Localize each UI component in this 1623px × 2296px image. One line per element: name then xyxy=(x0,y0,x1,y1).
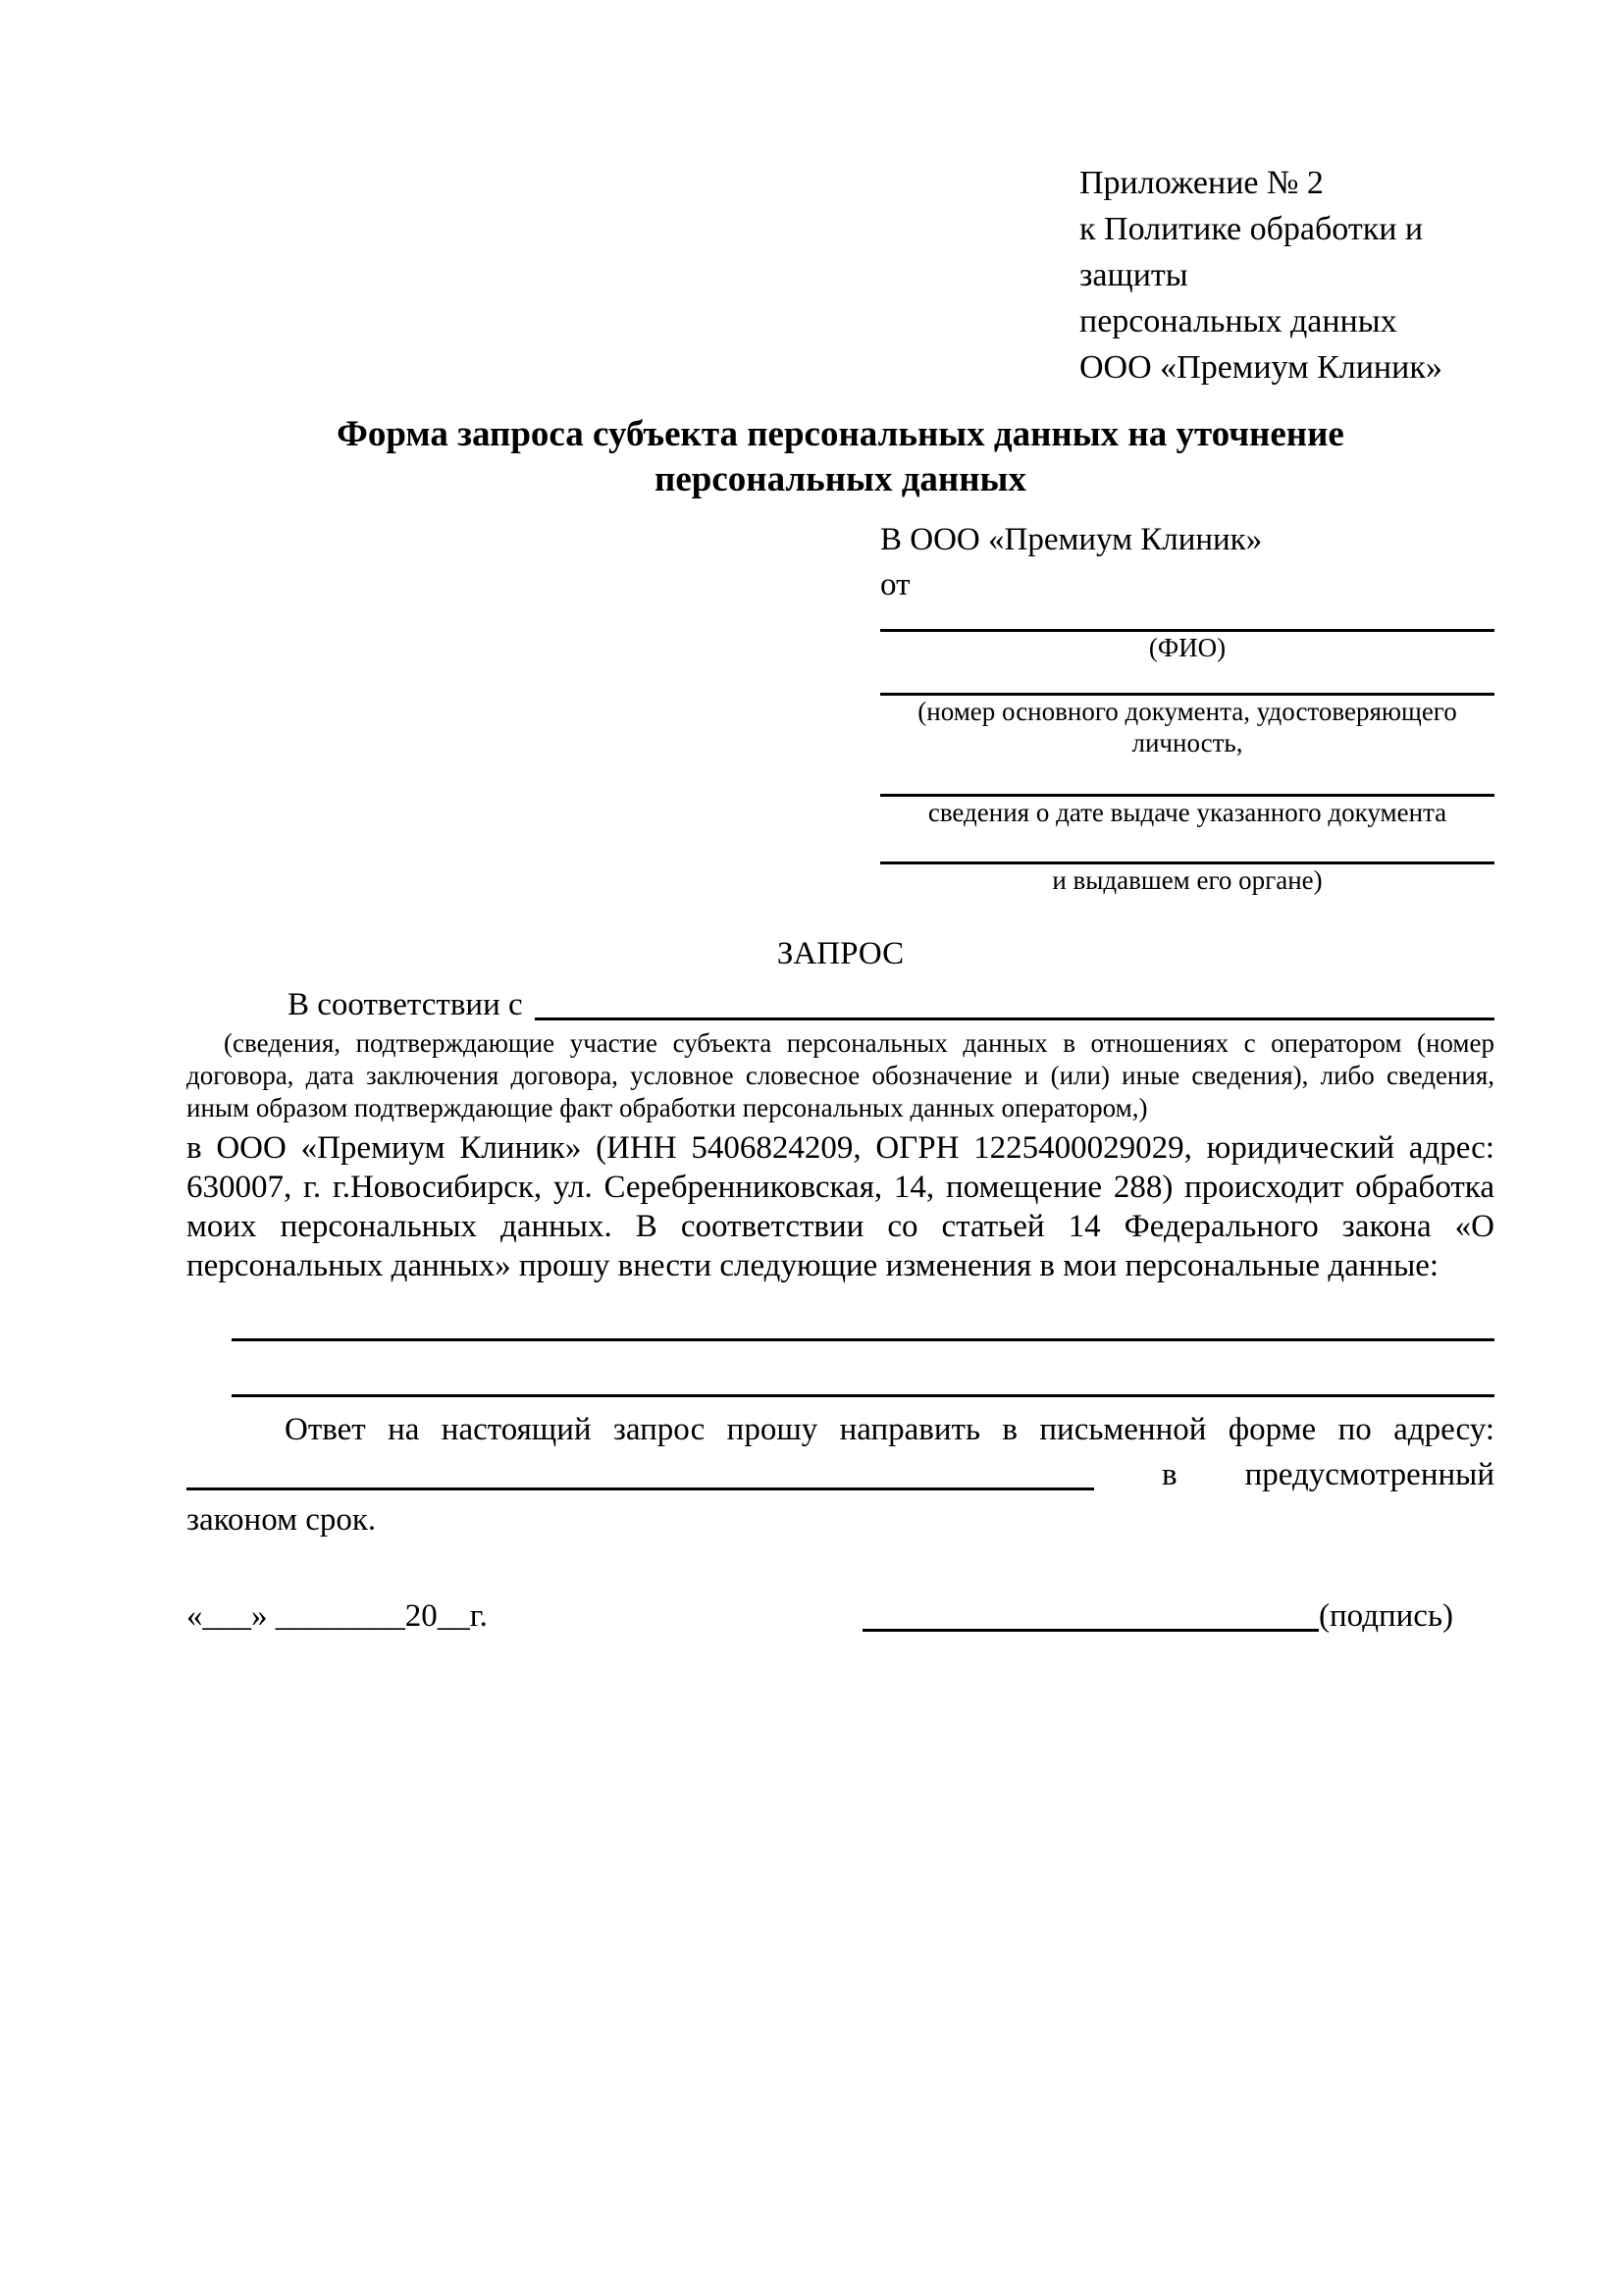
appendix-note-line: к Политике обработки и защиты xyxy=(1079,211,1424,293)
signature-blank-line xyxy=(863,1629,1319,1632)
intro-line xyxy=(186,982,1494,1027)
form-title: Форма запроса субъекта персональных данных на уточнение персональных данных xyxy=(337,414,1344,499)
address-blank-line xyxy=(186,1487,1094,1490)
signature-block xyxy=(863,1593,1453,1639)
fio-blank-line xyxy=(880,607,1494,632)
document-number-blank-line xyxy=(880,663,1494,696)
appendix-note xyxy=(1079,160,1494,391)
reply-word: предусмотренный xyxy=(1244,1457,1494,1492)
footer-row xyxy=(186,1593,1494,1639)
issue-date-caption: сведения о дате выдаче указанного документа xyxy=(927,798,1447,827)
reply-word: в xyxy=(1162,1457,1178,1492)
reply-paragraph-line: Ответ на настоящий запрос прошу направить в письменной форме по адресу: xyxy=(285,1412,1494,1447)
changes-blank-line xyxy=(232,1341,1494,1397)
issuing-authority-blank-line xyxy=(880,828,1494,864)
intro-prefix: В соответствии с xyxy=(288,987,523,1022)
intro-blank-line xyxy=(535,1018,1494,1020)
signature-caption: (подпись) xyxy=(1319,1598,1453,1634)
addressee-to: В ООО «Премиум Клиник» xyxy=(880,522,1263,557)
document-number-caption: (номер основного документа, удостоверяющего личность, xyxy=(917,697,1457,757)
date-line: «___» ________20__г. xyxy=(186,1598,488,1634)
addressee-from-label: от xyxy=(880,567,911,602)
request-heading: ЗАПРОС xyxy=(776,936,905,971)
reply-address-row xyxy=(186,1452,1494,1497)
appendix-note-line: Приложение № 2 xyxy=(1079,165,1324,201)
reply-paragraph-end: законом срок. xyxy=(186,1502,377,1538)
intro-caption: (сведения, подтверждающие участие субъекта персональных данных в отношениях с оператором (номер договора, дата заключения договора, условное словесное обозначение и (или) иные сведения), либо сведения, иным образом подтверждающие факт обработки персональных данных оператором,) xyxy=(186,1028,1494,1122)
changes-blank-line xyxy=(232,1285,1494,1341)
appendix-note-line: персональных данных xyxy=(1079,303,1397,339)
appendix-note-line: ООО «Премиум Клиник» xyxy=(1079,349,1442,386)
issuing-authority-caption: и выдавшем его органе) xyxy=(1052,865,1323,895)
addressee-block xyxy=(880,517,1494,896)
fio-caption: (ФИО) xyxy=(1148,633,1227,662)
issue-date-blank-line xyxy=(880,758,1494,797)
body-paragraph: в ООО «Премиум Клиник» (ИНН 5406824209, ОГРН 1225400029029, юридический адрес: 630007, г. г.Новосибирск, ул. Серебренниковская, 14, помещение 288) происходит обработка моих персональных данных. В соответствии со статьей 14 Федерального закона «О персональных данных» прошу внести следующие изменения в мои персональные данные: xyxy=(186,1130,1494,1283)
